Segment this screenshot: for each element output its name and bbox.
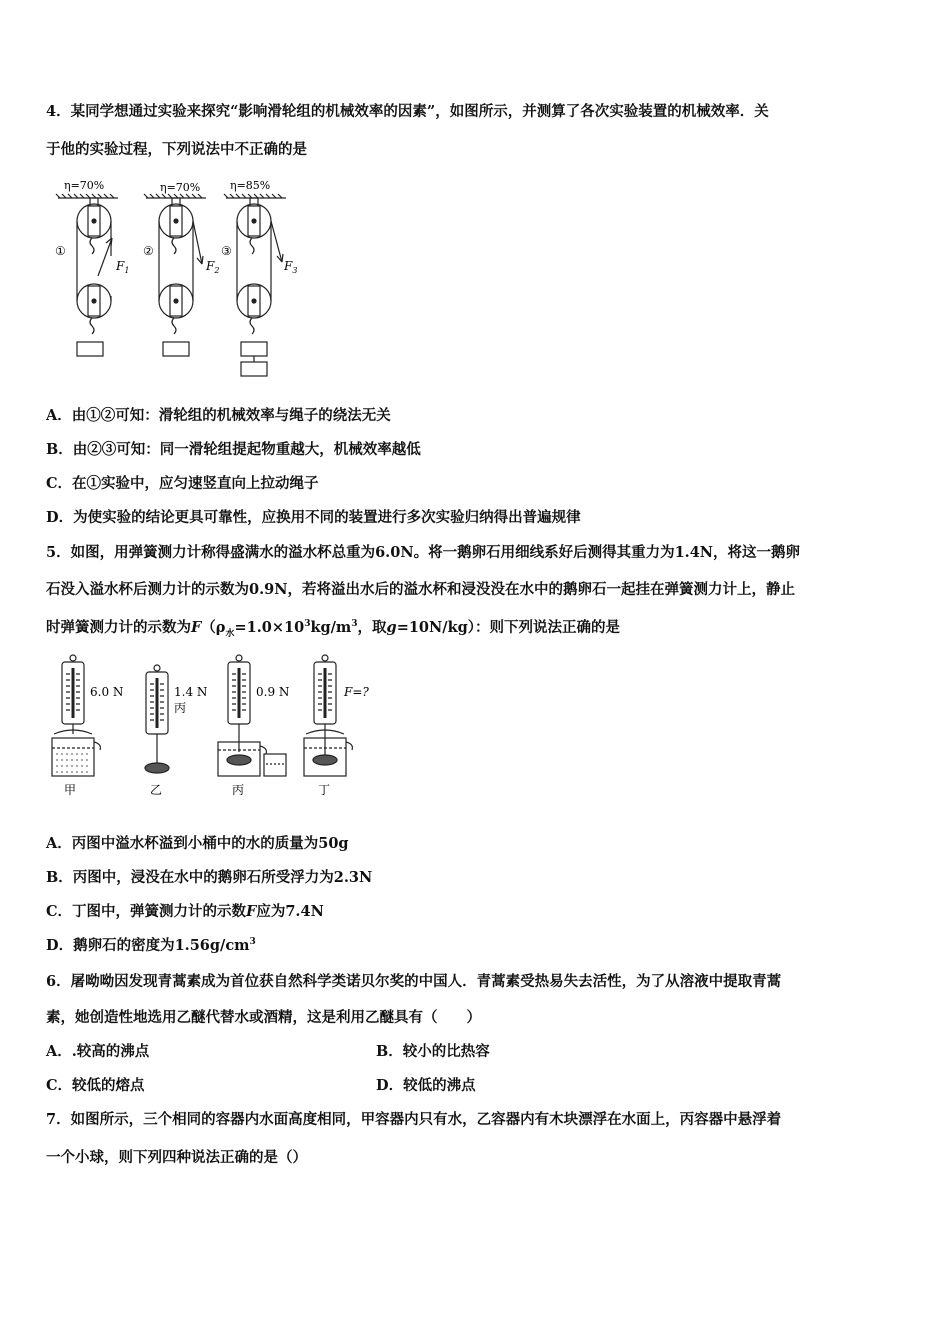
q4-option-c[interactable]: C．在①实验中，应匀速竖直向上拉动绳子 [46, 475, 319, 492]
q4-stem-line1: 4．某同学想通过实验来探究“影响滑轮组的机械效率的因素”，如图所示，并测算了各次实验装置的机械效率．关 [46, 103, 769, 120]
q5-stem-line2: 石没入溢水杯后测力计的示数为0.9N，若将溢出水后的溢水杯和浸没没在水中的鹅卵石一起挂在弹簧测力计上，静止 [46, 581, 795, 598]
caption-ding: 丁 [318, 783, 331, 797]
q6-option-b[interactable]: B．较小的比热容 [376, 1043, 490, 1060]
force-label-1: $F_1$ [116, 259, 130, 275]
eta-label-3: η=85% [230, 179, 271, 192]
scale-yi [145, 665, 169, 773]
pulley-setup-3 [224, 194, 286, 376]
setup-label-1: ① [55, 244, 66, 258]
force-label-3: $F_3$ [284, 259, 298, 275]
q5-option-d[interactable]: D．鹅卵石的密度为$1.56g/cm^3$ [46, 937, 256, 954]
scale-ding [304, 655, 352, 776]
caption-bing: 丙 [232, 783, 245, 797]
q4-pulley-figure [50, 176, 310, 382]
pulley-setup-1 [56, 194, 118, 356]
setup-label-3: ③ [221, 244, 232, 258]
q5-stem-line3: 时弹簧测力计的示数为$F(\rho_水=1.0\times 10^3kg/m^3$，取g=10N/kg）：则下列说法正确的是 [46, 619, 620, 639]
q6-option-c[interactable]: C．较低的熔点 [46, 1077, 145, 1094]
q4-option-d[interactable]: D．为使实验的结论更具可靠性，应换用不同的装置进行多次实验归纳得出普遍规律 [46, 509, 581, 526]
q5-stem-line1: 5．如图，用弹簧测力计称得盛满水的溢水杯总重为6.0N。将一鹅卵石用细线系好后测得其重力为1.4N，将这一鹅卵 [46, 544, 801, 561]
q5-option-c[interactable]: C．丁图中，弹簧测力计的示数F应为7.4N [46, 903, 324, 920]
q5-spring-scale-figure [46, 652, 416, 802]
q6-stem-line2: 素，她创造性地选用乙醚代替水或酒精，这是利用乙醚具有（ ） [46, 1009, 481, 1026]
q4-option-b[interactable]: B．由②③可知：同一滑轮组提起物重越大，机械效率越低 [46, 441, 421, 458]
pulley-setup-2 [144, 194, 206, 356]
q4-stem-line2: 于他的实验过程，下列说法中不正确的是 [46, 141, 307, 158]
q7-stem-line1: 7．如图所示，三个相同的容器内水面高度相同，甲容器内只有水，乙容器内有木块漂浮在水面上，丙容器中悬浮着 [46, 1111, 782, 1128]
q6-option-a[interactable]: A．.较高的沸点 [46, 1043, 150, 1060]
setup-label-2: ② [143, 244, 154, 258]
q4-option-a[interactable]: A．由①②可知：滑轮组的机械效率与绳子的绕法无关 [46, 407, 391, 424]
q5-option-a[interactable]: A．丙图中溢水杯溢到小桶中的水的质量为50g [46, 835, 349, 852]
reading-ding: F=? [344, 685, 369, 699]
q6-option-d[interactable]: D．较低的沸点 [376, 1077, 476, 1094]
q6-stem-line1: 6．屠呦呦因发现青蒿素成为首位获自然科学类诺贝尔奖的中国人．青蒿素受热易失去活性，为了从溶液中提取青蒿 [46, 973, 782, 990]
reading-yi: 1.4 N [174, 685, 208, 699]
reading-yi-extra: 丙 [174, 701, 187, 715]
scale-bing [218, 655, 286, 776]
force-label-2: $F_2$ [206, 259, 220, 275]
caption-yi: 乙 [150, 783, 163, 797]
eta-label-1: η=70% [64, 179, 105, 192]
reading-jia: 6.0 N [90, 685, 124, 699]
q7-stem-line2: 一个小球，则下列四种说法正确的是（） [46, 1149, 307, 1166]
q5-option-b[interactable]: B．丙图中，浸没在水中的鹅卵石所受浮力为2.3N [46, 869, 373, 886]
scale-jia [52, 655, 100, 776]
eta-label-2: η=70% [160, 181, 201, 194]
caption-jia: 甲 [64, 783, 77, 797]
reading-bing: 0.9 N [256, 685, 290, 699]
